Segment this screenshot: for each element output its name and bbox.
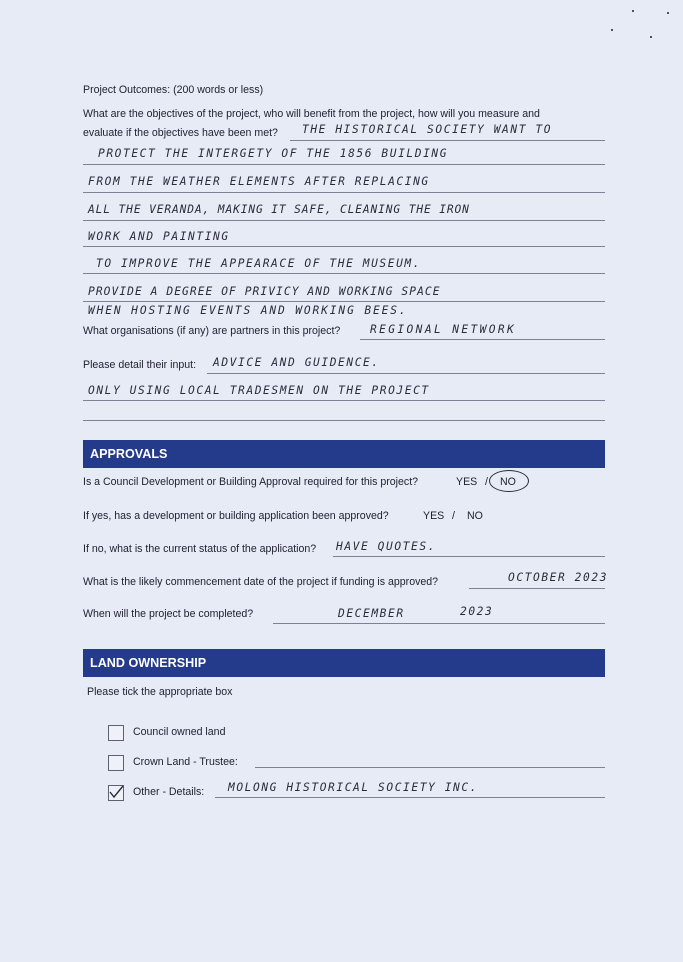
no-selected-circle: [489, 470, 529, 492]
answer-rule: [215, 797, 605, 798]
commencement-answer[interactable]: OCTOBER 2023: [508, 571, 609, 584]
answer-rule: [290, 140, 605, 141]
answer-rule: [333, 556, 605, 557]
crown-land-checkbox[interactable]: [108, 755, 124, 771]
objectives-answer-line5[interactable]: WORK AND PAINTING: [88, 230, 230, 243]
speck: [632, 10, 634, 12]
input-answer-line2[interactable]: ONLY USING LOCAL TRADESMEN ON THE PROJECT: [88, 384, 430, 397]
application-status-answer[interactable]: HAVE QUOTES.: [336, 540, 437, 553]
answer-rule: [83, 164, 605, 165]
approval-required-separator: /: [485, 476, 488, 488]
land-instruction: Please tick the appropriate box: [87, 686, 233, 698]
partners-answer[interactable]: REGIONAL NETWORK: [370, 323, 517, 336]
approvals-header: APPROVALS: [83, 440, 605, 468]
land-ownership-header: LAND OWNERSHIP: [83, 649, 605, 677]
answer-rule: [255, 767, 605, 768]
speck: [650, 36, 652, 38]
application-approved-label: If yes, has a development or building application been approved?: [83, 510, 389, 522]
objectives-answer-line6[interactable]: TO IMPROVE THE APPEARACE OF THE MUSEUM.: [96, 257, 422, 270]
objectives-question-line2: evaluate if the objectives have been met?: [83, 127, 278, 139]
objectives-answer-line4[interactable]: ALL THE VERANDA, MAKING IT SAFE, CLEANING THE IRON: [88, 203, 470, 216]
application-approved-separator: /: [452, 510, 455, 522]
approval-required-no[interactable]: NO: [500, 476, 516, 488]
approval-required-label: Is a Council Development or Building Approval required for this project?: [83, 476, 419, 488]
answer-rule: [83, 220, 605, 221]
council-owned-label: Council owned land: [133, 726, 226, 738]
objectives-answer-line7[interactable]: PROVIDE A DEGREE OF PRIVICY AND WORKING SPACE: [88, 285, 441, 298]
other-checkbox[interactable]: [108, 785, 124, 801]
input-label: Please detail their input:: [83, 359, 197, 371]
objectives-question-line1: What are the objectives of the project, who will benefit from the project, how will you measure and: [83, 108, 540, 120]
other-details-answer[interactable]: MOLONG HISTORICAL SOCIETY INC.: [228, 781, 479, 794]
speck: [611, 29, 613, 31]
partners-label: What organisations (if any) are partners in this project?: [83, 325, 341, 337]
answer-rule: [83, 420, 605, 421]
objectives-answer-line2[interactable]: PROTECT THE INTERGETY OF THE 1856 BUILDING: [98, 147, 449, 160]
answer-rule: [83, 246, 605, 247]
answer-rule: [83, 273, 605, 274]
council-owned-checkbox[interactable]: [108, 725, 124, 741]
answer-rule: [273, 623, 605, 624]
input-answer[interactable]: ADVICE AND GUIDENCE.: [213, 356, 380, 369]
answer-rule: [207, 373, 605, 374]
answer-rule: [360, 339, 605, 340]
application-approved-no[interactable]: NO: [467, 510, 483, 522]
commencement-label: What is the likely commencement date of the project if funding is approved?: [83, 576, 439, 588]
speck: [667, 12, 669, 14]
application-status-label: If no, what is the current status of the application?: [83, 543, 317, 555]
answer-rule: [83, 400, 605, 401]
crown-land-label: Crown Land - Trustee:: [133, 756, 238, 768]
checkmark-icon: [108, 783, 126, 801]
approval-required-yes[interactable]: YES: [456, 476, 478, 488]
objectives-answer-line8[interactable]: WHEN HOSTING EVENTS AND WORKING BEES.: [88, 304, 408, 317]
application-approved-yes[interactable]: YES: [423, 510, 445, 522]
completion-year[interactable]: 2023: [460, 605, 494, 618]
objectives-answer-line3[interactable]: FROM THE WEATHER ELEMENTS AFTER REPLACING: [88, 175, 430, 188]
completion-label: When will the project be completed?: [83, 608, 254, 620]
answer-rule: [469, 588, 605, 589]
completion-month[interactable]: DECEMBER: [338, 607, 405, 620]
objectives-answer-line1[interactable]: THE HISTORICAL SOCIETY WANT TO: [302, 123, 553, 136]
other-label: Other - Details:: [133, 786, 205, 798]
answer-rule: [83, 301, 605, 302]
answer-rule: [83, 192, 605, 193]
outcomes-heading: Project Outcomes: (200 words or less): [83, 84, 264, 96]
